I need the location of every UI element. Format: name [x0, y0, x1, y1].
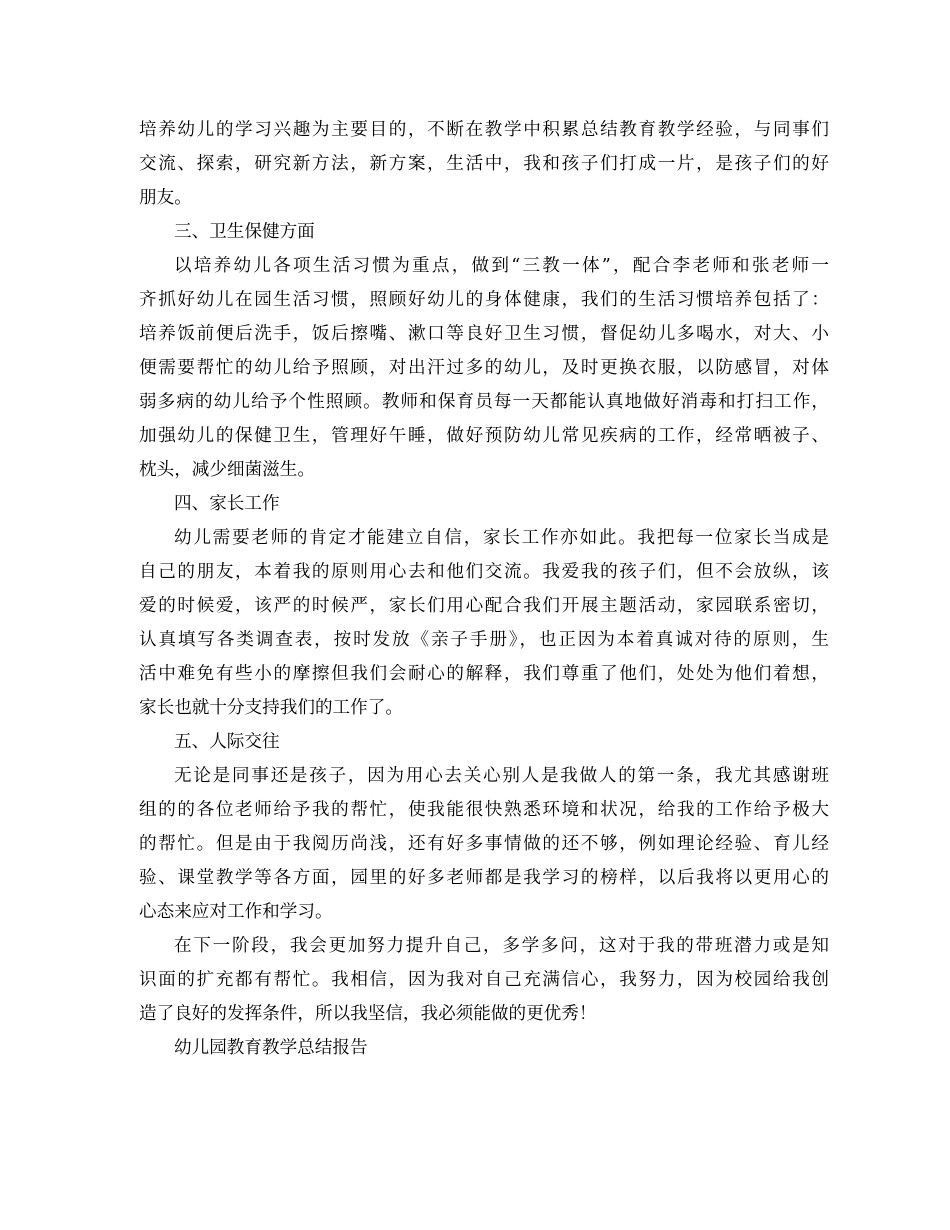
text-line: 验、课堂教学等各方面，园里的好多老师都是我学习的榜样，以后我将以更用心的 — [139, 868, 829, 888]
text-line: 造了良好的发挥条件，所以我坚信，我必须能做的更优秀！ — [139, 1004, 597, 1024]
text-line: 弱多病的幼儿给予个性照顾。教师和保育员每一天都能认真地做好消毒和打扫工作， — [139, 392, 829, 412]
text-line: 在下一阶段，我会更加努力提升自己，多学多问，这对于我的带班潜力或是知 — [174, 936, 829, 956]
text-line: 便需要帮忙的幼儿给予照顾，对出汗过多的幼儿，及时更换衣服，以防感冒，对体 — [139, 358, 829, 378]
text-line: 齐抓好幼儿在园生活习惯，照顾好幼儿的身体健康，我们的生活习惯培养包括了： — [139, 290, 829, 310]
section-heading: 四、家长工作 — [174, 494, 280, 514]
text-line: 无论是同事还是孩子，因为用心去关心别人是我做人的第一条，我尤其感谢班 — [174, 766, 829, 786]
text-line: 的帮忙。但是由于我阅历尚浅，还有好多事情做的还不够，例如理论经验、育儿经 — [139, 834, 829, 854]
section-heading: 五、人际交往 — [174, 732, 280, 752]
text-line: 认真填写各类调查表，按时发放《亲子手册》，也正因为本着真诚对待的原则，生 — [139, 630, 829, 650]
section-heading: 幼儿园教育教学总结报告 — [174, 1038, 368, 1058]
text-line: 家长也就十分支持我们的工作了。 — [139, 698, 403, 718]
text-line: 活中难免有些小的摩擦但我们会耐心的解释，我们尊重了他们，处处为他们着想， — [139, 664, 829, 684]
section-heading: 三、卫生保健方面 — [174, 222, 315, 242]
text-line: 加强幼儿的保健卫生，管理好午睡，做好预防幼儿常见疾病的工作，经常晒被子、 — [139, 426, 829, 446]
text-line: 以培养幼儿各项生活习惯为重点，做到“三教一体”，配合李老师和张老师一 — [174, 256, 829, 276]
text-line: 交流、探索，研究新方法，新方案，生活中，我和孩子们打成一片，是孩子们的好 — [139, 154, 829, 174]
text-line: 幼儿需要老师的肯定才能建立自信，家长工作亦如此。我把每一位家长当成是 — [174, 528, 829, 548]
text-line: 枕头，减少细菌滋生。 — [139, 460, 315, 480]
text-line: 组的的各位老师给予我的帮忙，使我能很快熟悉环境和状况，给我的工作给予极大 — [139, 800, 829, 820]
text-line: 心态来应对工作和学习。 — [139, 902, 333, 922]
text-line: 爱的时候爱，该严的时候严，家长们用心配合我们开展主题活动，家园联系密切， — [139, 596, 829, 616]
text-line: 培养饭前便后洗手，饭后擦嘴、漱口等良好卫生习惯，督促幼儿多喝水，对大、小 — [139, 324, 829, 344]
text-line: 自己的朋友，本着我的原则用心去和他们交流。我爱我的孩子们，但不会放纵，该 — [139, 562, 829, 582]
document-body — [139, 113, 829, 1065]
text-line: 培养幼儿的学习兴趣为主要目的，不断在教学中积累总结教育教学经验，与同事们 — [139, 120, 829, 140]
text-line: 朋友。 — [139, 188, 192, 208]
text-line: 识面的扩充都有帮忙。我相信，因为我对自己充满信心，我努力，因为校园给我创 — [139, 970, 829, 990]
